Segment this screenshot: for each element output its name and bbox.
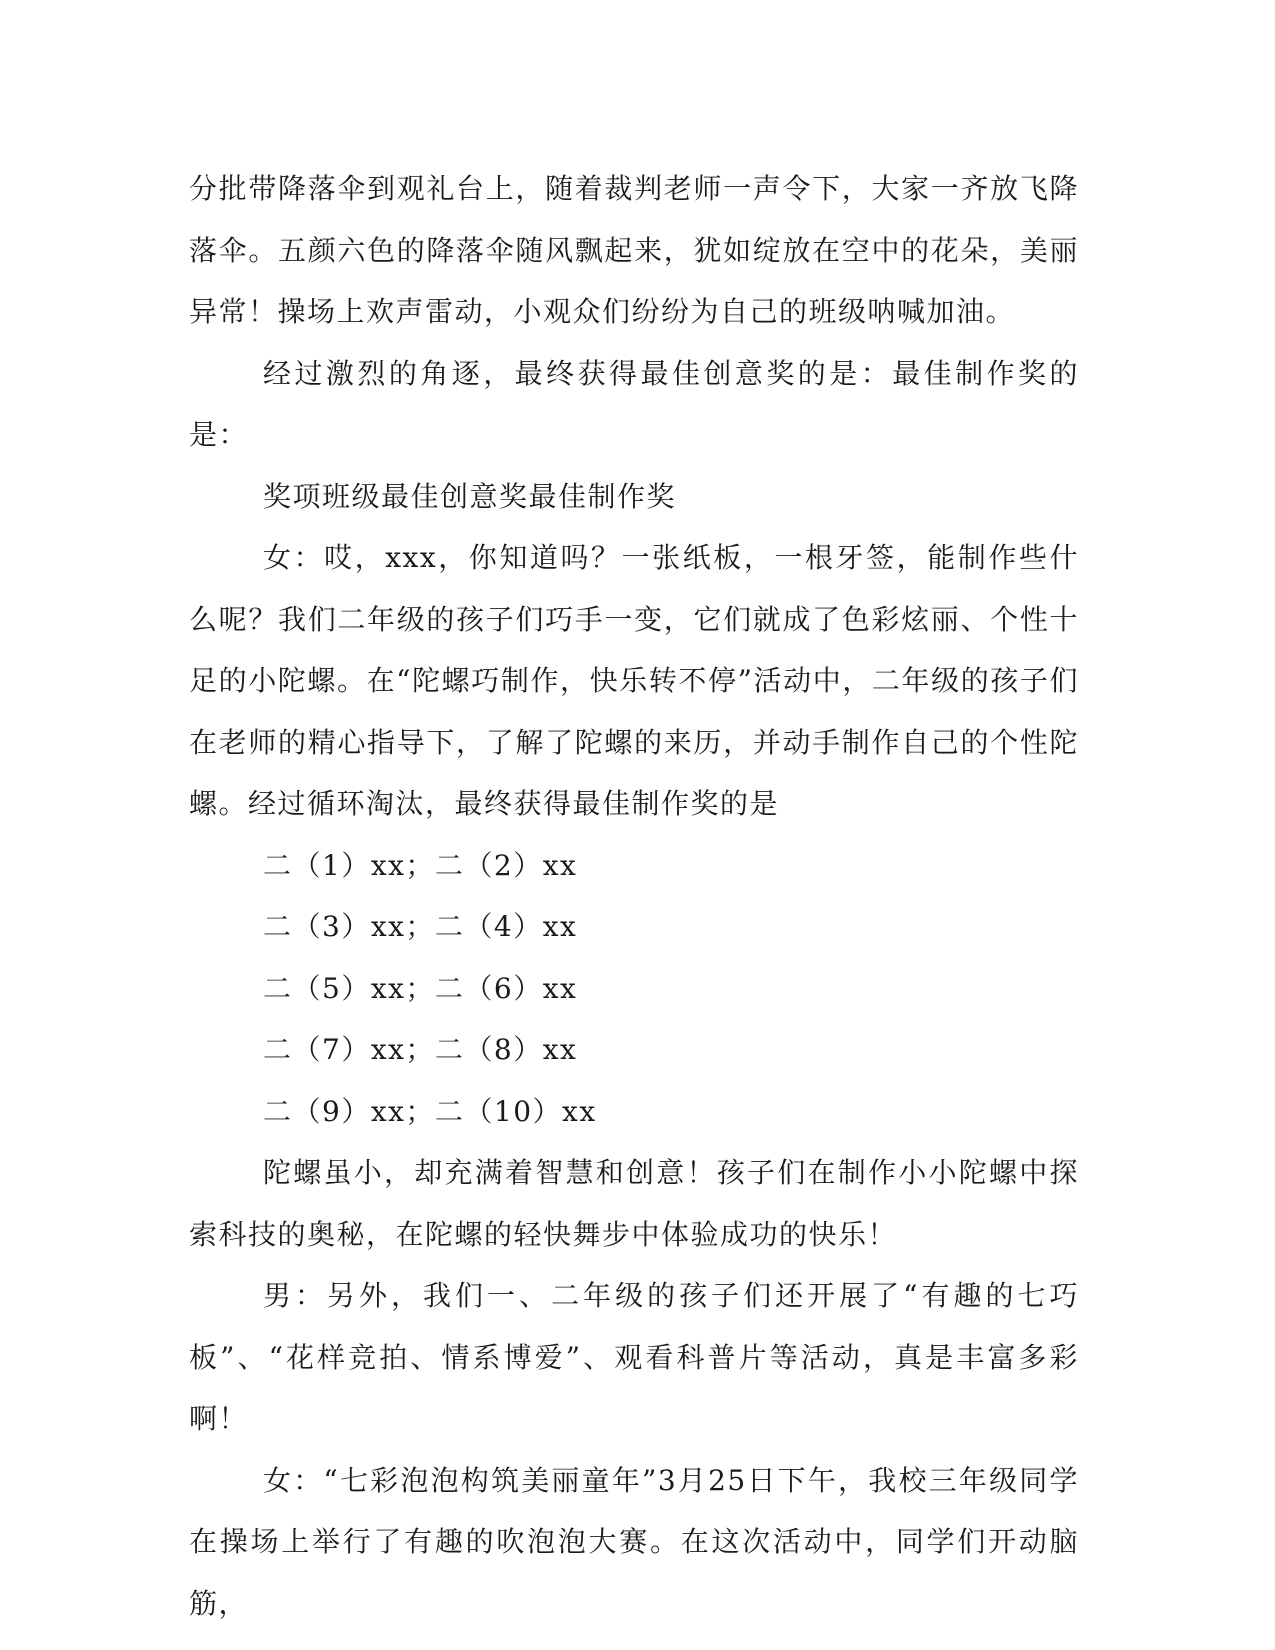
- paragraph-award-table-header: 奖项班级最佳创意奖最佳制作奖: [263, 479, 677, 513]
- paragraph-spinning-top-intro: 女：哎，xxx，你知道吗？一张纸板，一根牙签，能制作些什么呢？我们二年级的孩子们巧手一变，它们就成了色彩炫丽、个性十足的小陀螺。在“陀螺巧制作，快乐转不停”活动中，二年级的孩子们在老师的精心指导下，了解了陀螺的来历，并动手制作自己的个性陀螺。经过循环淘汰，最终获得最佳制作奖的是: [189, 541, 1079, 820]
- paragraph-parachute-release: 分批带降落伞到观礼台上，随着裁判老师一声令下，大家一齐放飞降落伞。五颜六色的降落伞随风飘起来，犹如绽放在空中的花朵，美丽异常！操场上欢声雷动，小观众们纷纷为自己的班级呐喊加油。: [189, 172, 1079, 328]
- winner-list-item: 二（7）xx；二（8）xx: [263, 1033, 578, 1066]
- paragraph-contest-result: 经过激烈的角逐，最终获得最佳创意奖的是：最佳制作奖的是：: [189, 356, 1079, 451]
- winner-list-item: 二（1）xx；二（2）xx: [263, 848, 578, 882]
- paragraph-bubble-contest: 女：“七彩泡泡构筑美丽童年”3月25日下午，我校三年级同学在操场上举行了有趣的吹泡泡大赛。在这次活动中，同学们开动脑筋，: [189, 1463, 1079, 1620]
- winner-list-item: 二（5）xx；二（6）xx: [263, 971, 578, 1005]
- paragraph-spinning-top-summary: 陀螺虽小，却充满着智慧和创意！孩子们在制作小小陀螺中探索科技的奥秘，在陀螺的轻快舞步中体验成功的快乐！: [189, 1156, 1079, 1251]
- winner-list-item: 二（3）xx；二（4）xx: [263, 910, 578, 943]
- winner-list-item: 二（9）xx；二（10）xx: [263, 1094, 597, 1128]
- document-body: [189, 158, 1079, 1634]
- paragraph-other-activities: 男：另外，我们一、二年级的孩子们还开展了“有趣的七巧板”、“花样竞拍、情系博爱”、观看科普片等活动，真是丰富多彩啊！: [189, 1279, 1079, 1435]
